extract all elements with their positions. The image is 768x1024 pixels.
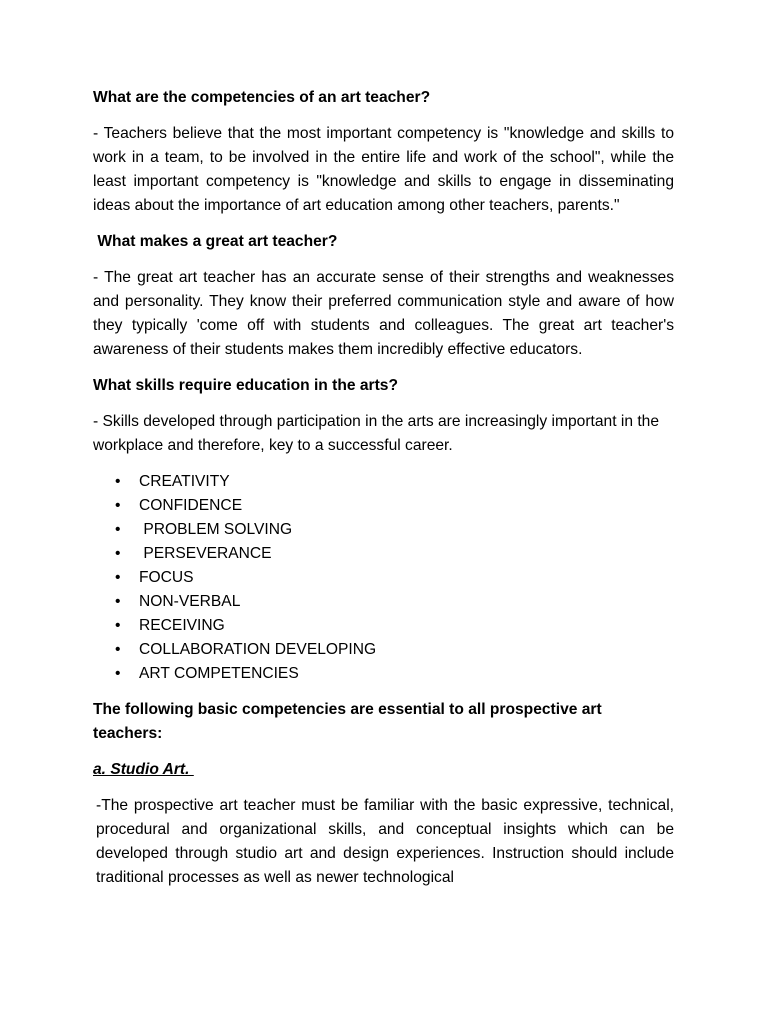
list-item xyxy=(93,470,674,494)
list-item xyxy=(93,494,674,518)
question-heading: What makes a great art teacher? xyxy=(93,233,338,250)
question-heading: The following basic competencies are essential to all prospective art teachers: xyxy=(93,701,602,742)
bullet-icon: • xyxy=(115,521,121,538)
list-item xyxy=(93,662,674,686)
list-item-label: PROBLEM SOLVING xyxy=(139,521,293,538)
list-item-label: PERSEVERANCE xyxy=(139,545,272,562)
bullet-icon: • xyxy=(115,641,121,658)
list-item-label: RECEIVING xyxy=(139,617,225,634)
bullet-icon: • xyxy=(115,473,121,490)
studio-art-heading: a. Studio Art. xyxy=(93,761,194,778)
list-item xyxy=(93,590,674,614)
bullet-icon: • xyxy=(115,545,121,562)
list-item xyxy=(93,638,674,662)
bullet-icon: • xyxy=(115,665,121,682)
list-item-label: COLLABORATION DEVELOPING xyxy=(139,641,377,658)
list-item-label: CREATIVITY xyxy=(139,473,230,490)
list-item xyxy=(93,518,674,542)
list-item-label: CONFIDENCE xyxy=(139,497,243,514)
question-heading: What are the competencies of an art teacher? xyxy=(93,89,431,106)
bullet-icon: • xyxy=(115,569,121,586)
bullet-icon: • xyxy=(115,497,121,514)
skills-list xyxy=(93,470,674,686)
list-item xyxy=(93,614,674,638)
document-page xyxy=(93,86,674,902)
studio-art-paragraph: -The prospective art teacher must be familiar with the basic expressive, technical, procedural and organizational skills, and conceptual insights which can be developed through studio art and design experiences. Instruction should include traditional processes as well as newer technological xyxy=(96,797,674,886)
answer-paragraph: - The great art teacher has an accurate sense of their strengths and weaknesses and personality. They know their preferred communication style and aware of how they typically 'come off with students and colleagues. The great art teacher's awareness of their students makes them incredibly effective educators. xyxy=(93,269,674,358)
list-item-label: FOCUS xyxy=(139,569,194,586)
question-heading: What skills require education in the arts? xyxy=(93,377,399,394)
list-item xyxy=(93,542,674,566)
list-item xyxy=(93,566,674,590)
answer-paragraph: - Teachers believe that the most important competency is "knowledge and skills to work in a team, to be involved in the entire life and work of the school", while the least important competency is "knowledge and skills to engage in disseminating ideas about the importance of art education among other teachers, parents." xyxy=(93,125,674,214)
list-item-label: NON-VERBAL xyxy=(139,593,241,610)
answer-paragraph: - Skills developed through participation in the arts are increasingly important in the workplace and therefore, key to a successful career. xyxy=(93,413,660,454)
bullet-icon: • xyxy=(115,593,121,610)
list-item-label: ART COMPETENCIES xyxy=(139,665,299,682)
bullet-icon: • xyxy=(115,617,121,634)
